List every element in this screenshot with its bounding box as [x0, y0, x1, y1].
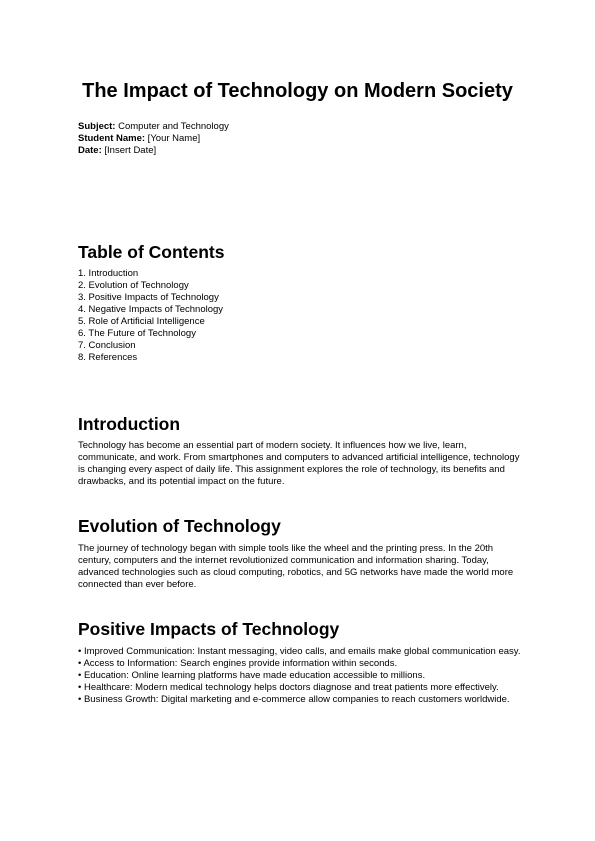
page-title: The Impact of Technology on Modern Society	[82, 80, 513, 102]
toc-item: 5. Role of Artificial Intelligence	[78, 316, 205, 327]
meta-subject	[78, 121, 229, 133]
toc-item: 1. Introduction	[78, 268, 139, 279]
meta-student-name-label: Student Name:	[78, 133, 146, 144]
evolution-heading: Evolution of Technology	[78, 516, 281, 536]
meta-date-value: [Insert Date]	[101, 145, 157, 156]
toc-item: 3. Positive Impacts of Technology	[78, 292, 219, 303]
evolution-paragraph: The journey of technology began with simple tools like the wheel and the printing press. In the 20th century, computers and the internet revolutionized communication and information sharing. Today, advanced technologies such as cloud computing, robotics, and 5G networks have made the world more connected than ever before.	[78, 543, 514, 590]
toc-heading: Table of Contents	[78, 242, 225, 262]
positive-impacts-heading: Positive Impacts of Technology	[78, 619, 340, 639]
positive-impacts-list	[78, 646, 528, 706]
toc-item: 8. References	[78, 352, 138, 363]
document-meta	[78, 121, 229, 157]
meta-student-name-value: [Your Name]	[145, 133, 201, 144]
meta-subject-label: Subject:	[78, 121, 116, 132]
toc-item: 6. The Future of Technology	[78, 328, 196, 339]
list-item: • Business Growth: Digital marketing and e-commerce allow companies to reach customers worldwide.	[78, 694, 510, 705]
toc-item: 4. Negative Impacts of Technology	[78, 304, 224, 315]
toc-item: 7. Conclusion	[78, 340, 136, 351]
toc-list	[78, 268, 223, 364]
introduction-heading: Introduction	[78, 414, 181, 434]
list-item: • Improved Communication: Instant messaging, video calls, and emails make global communication easy.	[78, 646, 521, 657]
meta-date-label: Date:	[78, 145, 102, 156]
meta-subject-value: Computer and Technology	[115, 121, 229, 132]
list-item: • Education: Online learning platforms have made education accessible to millions.	[78, 670, 426, 681]
meta-date	[78, 145, 229, 157]
toc-item: 2. Evolution of Technology	[78, 280, 189, 291]
list-item: • Healthcare: Modern medical technology helps doctors diagnose and treat patients more effectively.	[78, 682, 499, 693]
list-item: • Access to Information: Search engines provide information within seconds.	[78, 658, 398, 669]
meta-student-name	[78, 133, 229, 145]
introduction-paragraph: Technology has become an essential part of modern society. It influences how we live, learn, communicate, and work. From smartphones and computers to advanced artificial intelligence, technology is changing every aspect of daily life. This assignment explores the role of technology, its benefits and drawbacks, and its potential impact on the future.	[78, 440, 520, 487]
